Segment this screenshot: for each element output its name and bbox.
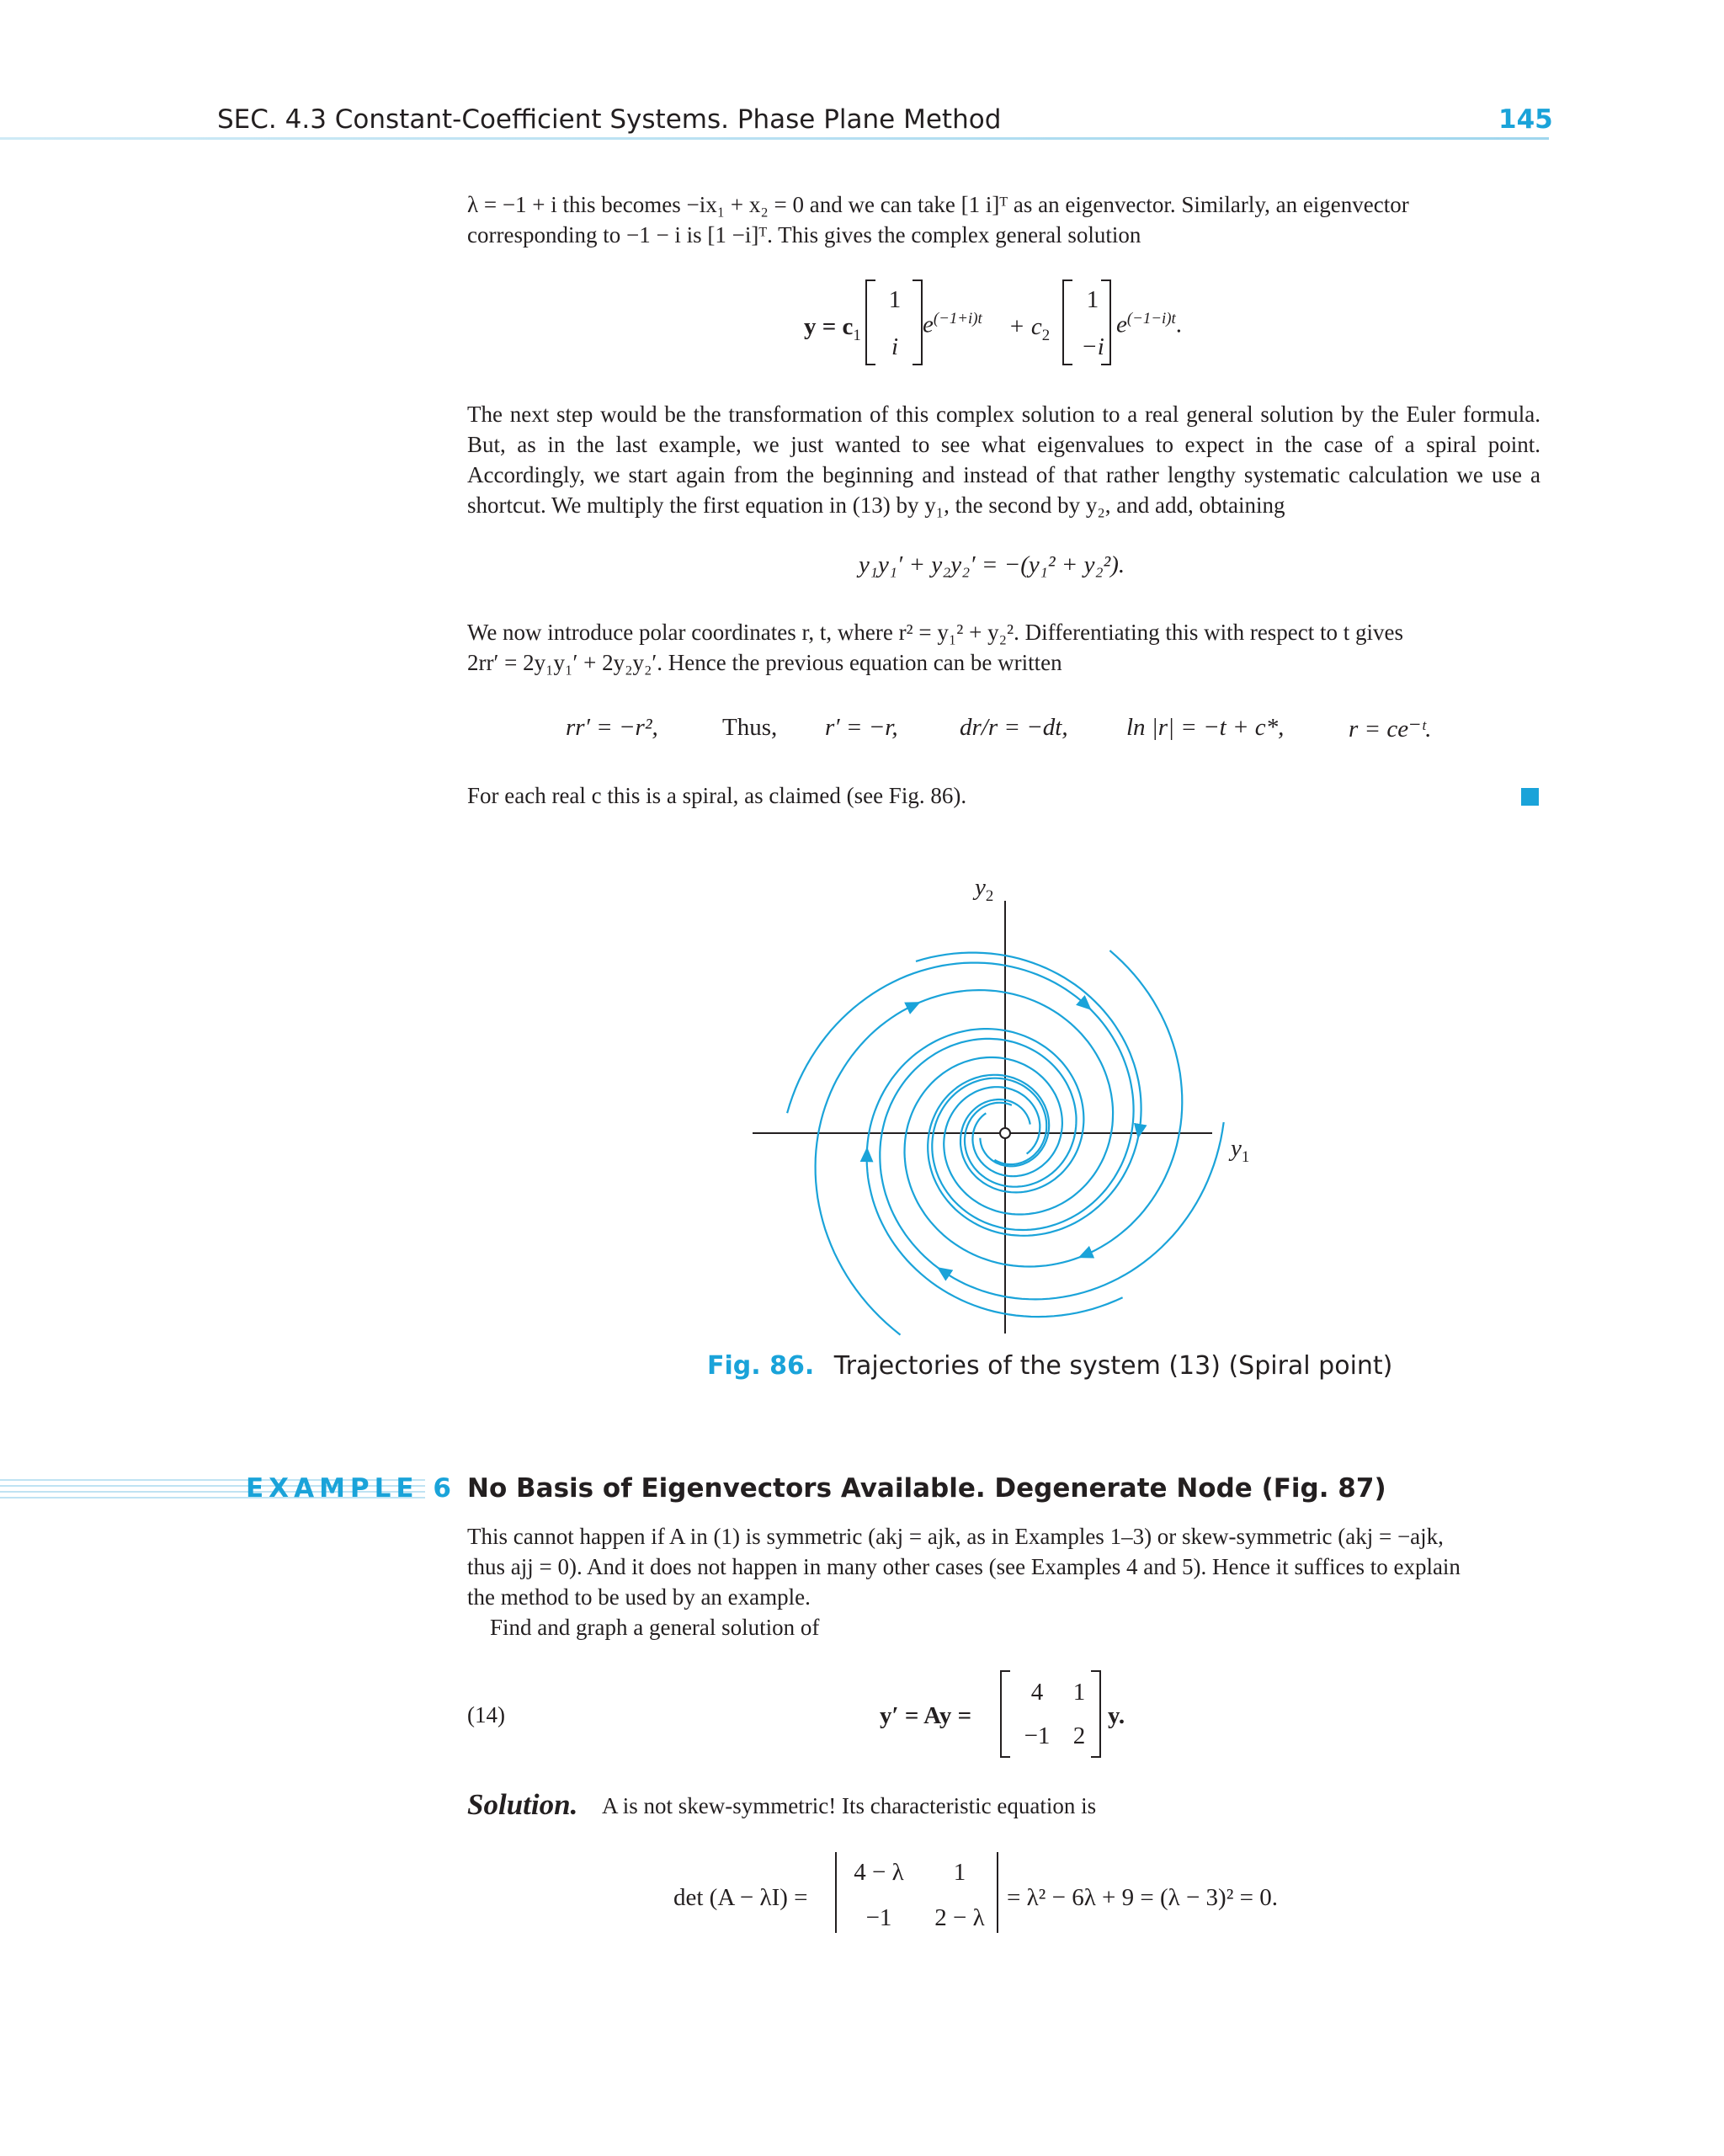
paragraph-1-line-2: corresponding to −1 − i is [1 −i]ᵀ. This gives the complex general solution [467,222,1141,248]
example-label: EXAMPLE 6 [246,1473,456,1504]
polar-eq-3: dr/r = −dt, [960,714,1068,741]
vector1-right-bracket [913,279,923,365]
det-d11: 4 − λ [854,1859,904,1886]
figure-number: Fig. 86. [707,1351,815,1381]
solution-label: Solution. [467,1788,578,1821]
matrix-right-bracket [1091,1670,1101,1758]
matrix-a11: 4 [1030,1679,1044,1706]
paragraph-1-line-1: λ = −1 + i this becomes −ix₁ + x₂ = 0 and we can take [1 i]ᵀ as an eigenvector. Similarly, an eigenvector [467,192,1409,217]
y2-axis-label: $y_2$ [975,874,994,905]
vector1-bottom: i [891,333,899,360]
polar-eq-2: r′ = −r, [825,714,898,741]
example-text-line-2: thus ajj = 0). And it does not happen in many other cases (see Examples 4 and 5). Hence it suffices to explain [467,1554,1461,1579]
sum-equation: y₁y₁′ + y₂y₂′ = −(y₁² + y₂²). [859,551,1125,578]
header-rule [0,137,1549,140]
trajectory-arrow [907,1003,919,1009]
end-of-proof-square [1521,788,1539,806]
trajectory-arrow [1080,1253,1091,1258]
trajectory-arrow [1138,1126,1140,1137]
example-title: No Basis of Eigenvectors Available. Degenerate Node (Fig. 87) [467,1473,1386,1504]
det-d12: 1 [953,1859,966,1886]
spiral-trajectory [916,953,1141,1236]
polar-eq-1: rr′ = −r², [566,714,658,741]
det-left-bar [835,1852,837,1933]
y-vector-c1: y = c [804,313,854,340]
matrix-left-bracket [1000,1670,1010,1758]
paragraph-2: The next step would be the transformation of this complex solution to a real general solution by the Euler formula. But, as in the last example, we just wanted to see what eigenvalues to expect in the case of a spiral point. Accordingly, we start again from the beginning and instead of that rather lengthy systematic calculation we use a shortcut. We multiply the first equation in (13) by y₁, the second by y₂, and add, obtaining [467,402,1540,518]
example-text-line-3: the method to be used by an example. [467,1584,811,1610]
matrix-a12: 1 [1072,1679,1086,1706]
vector2-left-bracket [1062,279,1072,365]
det-right-bar [997,1852,998,1933]
paragraph-3-line-1: We now introduce polar coordinates r, t, where r² = y₁² + y₂². Differentiating this with respect to t gives [467,620,1404,645]
det-lhs: det (A − λI) = [673,1884,808,1911]
paragraph-4: For each real c this is a spiral, as claimed (see Fig. 86). [467,783,967,808]
spiral-point-origin [1000,1128,1010,1138]
figure-caption-text: Trajectories of the system (13) (Spiral point) [833,1351,1393,1381]
polar-eq-5: r = ce⁻ᵗ. [1349,716,1432,743]
vector2-bottom: −i [1081,333,1104,360]
plus-c2: + $c_2$ [1008,313,1051,344]
running-head: SEC. 4.3 Constant-Coefficient Systems. Phase Plane Method [217,104,1002,135]
det-d21: −1 [865,1904,892,1931]
y1-axis-label: $y_1$ [1231,1135,1250,1166]
matrix-a22: 2 [1072,1722,1086,1749]
figure-caption [707,1351,1392,1381]
example-text-line-1: This cannot happen if A in (1) is symmetric (akj = ajk, as in Examples 1–3) or skew-symmetric (akj = −ajk, [467,1524,1444,1549]
equation-number-14: (14) [467,1702,505,1727]
solution-text: A is not skew-symmetric! Its characteristic equation is [602,1793,1097,1818]
example-text-line-4: Find and graph a general solution of [490,1615,820,1640]
polar-thus: Thus, [722,714,778,741]
det-d22: 2 − λ [934,1904,985,1931]
vector1-left-bracket [865,279,875,365]
det-rhs: = λ² − 6λ + 9 = (λ − 3)² = 0. [1007,1884,1279,1911]
polar-eq-4: ln |r| = −t + c*, [1126,714,1285,741]
matrix-a21: −1 [1024,1722,1051,1749]
spiral-phase-portrait [741,867,1280,1339]
trajectory-arrow [1081,1001,1090,1009]
exp-term-2: $e^{(-1-i)t}$. [1116,310,1182,338]
vector2-top: 1 [1086,286,1099,313]
equation-14-rhs: y. [1108,1702,1125,1729]
equation-14-lhs: y′ = Ay = [880,1702,972,1729]
page-number: 145 [1498,104,1553,135]
exp-term-1: $e^{(-1+i)t}$ [923,310,982,338]
vector1-top: 1 [888,286,902,313]
trajectory-arrow [939,1268,949,1275]
paragraph-3-line-2: 2rr′ = 2y₁y₁′ + 2y₂y₂′. Hence the previous equation can be written [467,650,1062,675]
vector2-right-bracket [1101,279,1111,365]
